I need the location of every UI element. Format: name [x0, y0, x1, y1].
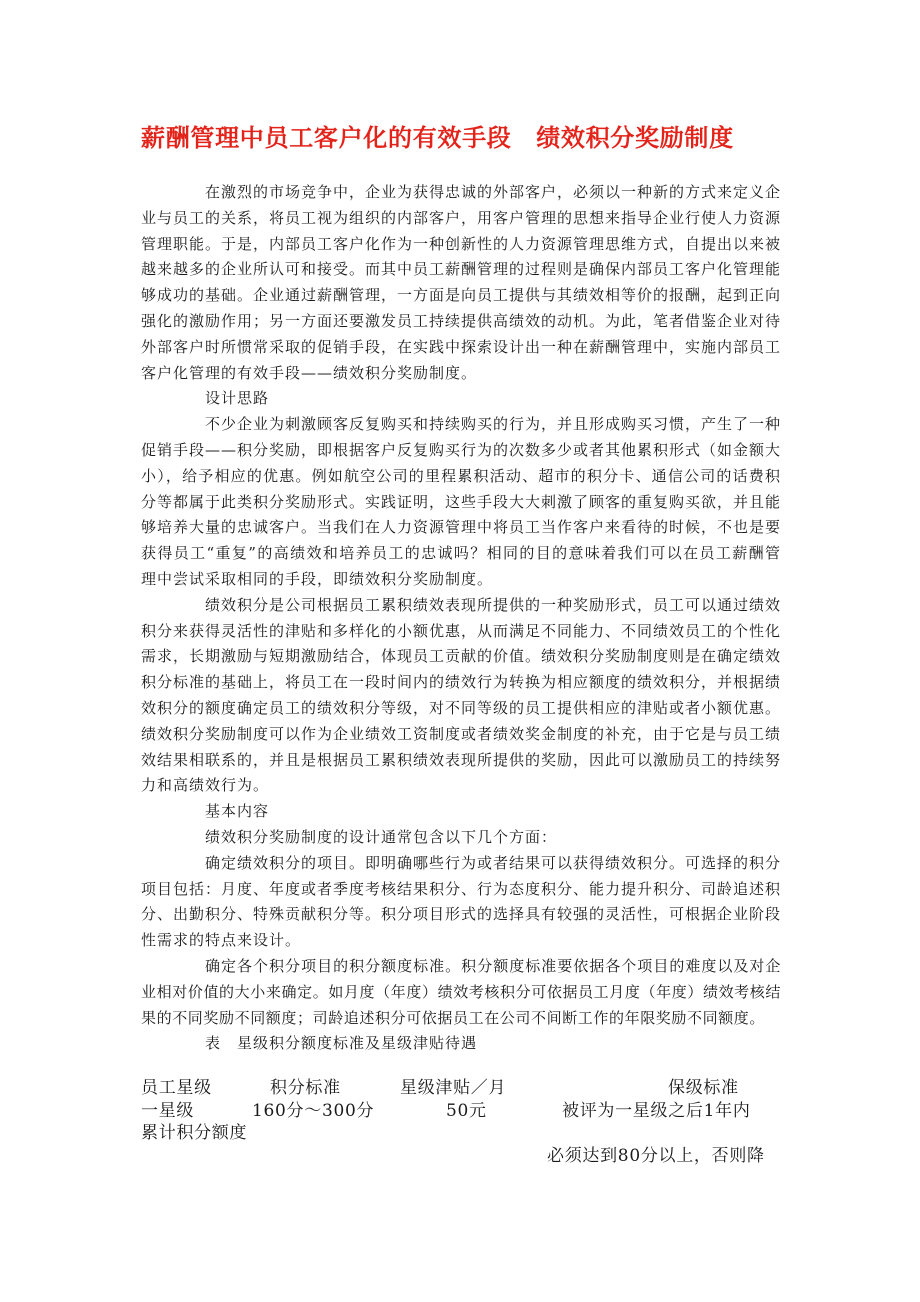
document-title: 薪酬管理中员工客户化的有效手段 绩效积分奖励制度	[141, 123, 734, 152]
table-cell-star-level: 一星级	[141, 1100, 195, 1121]
document-body	[141, 180, 781, 1168]
table-cell-retention-standard: 被评为一星级之后1年内	[562, 1100, 751, 1121]
table-header-cell-points-standard: 积分标准	[270, 1078, 341, 1099]
table-cell-points-standard: 160分～300分	[252, 1100, 375, 1121]
body-paragraph-points-standard: 确定各个积分项目的积分额度标准。积分额度标准要依据各个项目的难度以及对企业相对价值的大小来确定。如月度（年度）绩效考核积分可依据员工月度（年度）绩效考核结果的不同奖励不同额度；司龄追述积分可依据员工在公司不间断工作的年限奖励不同额度。	[141, 956, 781, 1027]
table-header-row	[141, 1077, 781, 1100]
body-paragraph-aspects-intro: 绩效积分奖励制度的设计通常包含以下几个方面：	[205, 827, 558, 846]
body-paragraph-definition: 绩效积分是公司根据员工累积绩效表现所提供的一种奖励形式，员工可以通过绩效积分来获得灵活性的津贴和多样化的小额优惠，从而满足不同能力、不同绩效员工的个性化需求，长期激励与短期激励结合，体现员工贡献的价值。绩效积分奖励制度则是在确定绩效积分标准的基础上，将员工在一段时间内的绩效行为转换为相应额度的绩效积分，并根据绩效积分的额度确定员工的绩效积分等级，对不同等级的员工提供相应的津贴或者小额优惠。绩效积分奖励制度可以作为企业绩效工资制度或者绩效奖金制度的补充，由于它是与员工绩效结果相联系的，并且是根据员工累积绩效表现所提供的奖励，因此可以激励员工的持续努力和高绩效行为。	[141, 595, 782, 795]
table-header-cell-monthly-allowance: 星级津贴／月	[400, 1078, 507, 1099]
table-row	[141, 1100, 781, 1123]
table-header-cell-star-level: 员工星级	[141, 1078, 212, 1099]
body-paragraph-design-idea: 不少企业为刺激顾客反复购买和持续购买的行为，并且形成购买习惯，产生了一种促销手段——积分奖励，即根据客户反复购买行为的次数多少或者其他累积形式（如金额大小），给予相应的优惠。例如航空公司的里程累积活动、超市的积分卡、通信公司的话费积分等都属于此类积分奖励形式。实践证明，这些手段大大刺激了顾客的重复购买欲，并且能够培养大量的忠诚客户。当我们在人力资源管理中将员工当作客户来看待的时候，不也是要获得员工“重复”的高绩效和培养员工的忠诚吗？相同的目的意味着我们可以在员工薪酬管理中尝试采取相同的手段，即绩效积分奖励制度。	[141, 415, 782, 588]
table-header-cell-retention-standard: 保级标准	[668, 1078, 739, 1099]
table-continuation-text: 累计积分额度	[141, 1123, 248, 1144]
star-level-table	[141, 1077, 781, 1168]
body-paragraph-intro: 在激烈的市场竞争中，企业为获得忠诚的外部客户，必须以一种新的方式来定义企业与员工的关系，将员工视为组织的内部客户，用客户管理的思想来指导企业行使人力资源管理职能。于是，内部员工客户化作为一种创新性的人力资源管理思维方式，自提出以来被越来越多的企业所认可和接受。而其中员工薪酬管理的过程则是确保内部员工客户化管理能够成功的基础。企业通过薪酬管理，一方面是向员工提供与其绩效相等价的报酬，起到正向强化的激励作用；另一方面还要激发员工持续提供高绩效的动机。为此，笔者借鉴企业对待外部客户时所惯常采取的促销手段，在实践中探索设计出一种在薪酬管理中，实施内部员工客户化管理的有效手段——绩效积分奖励制度。	[141, 183, 782, 382]
section-heading-basic-content: 基本内容	[205, 802, 270, 821]
table-continuation-row	[141, 1145, 781, 1168]
table-continuation-row	[141, 1122, 781, 1145]
body-paragraph-points-items: 确定绩效积分的项目。即明确哪些行为或者结果可以获得绩效积分。可选择的积分项目包括：月度、年度或者季度考核结果积分、行为态度积分、能力提升积分、司龄追述积分、出勤积分、特殊贡献积分等。积分项目形式的选择具有较强的灵活性，可根据企业阶段性需求的特点来设计。	[141, 853, 782, 950]
table-cell-monthly-allowance: 50元	[446, 1100, 487, 1121]
section-heading-design-idea: 设计思路	[205, 389, 270, 408]
table-continuation-text: 必须达到80分以上，否则降	[547, 1146, 765, 1167]
table-caption: 表 星级积分额度标准及星级津贴待遇	[205, 1034, 478, 1053]
